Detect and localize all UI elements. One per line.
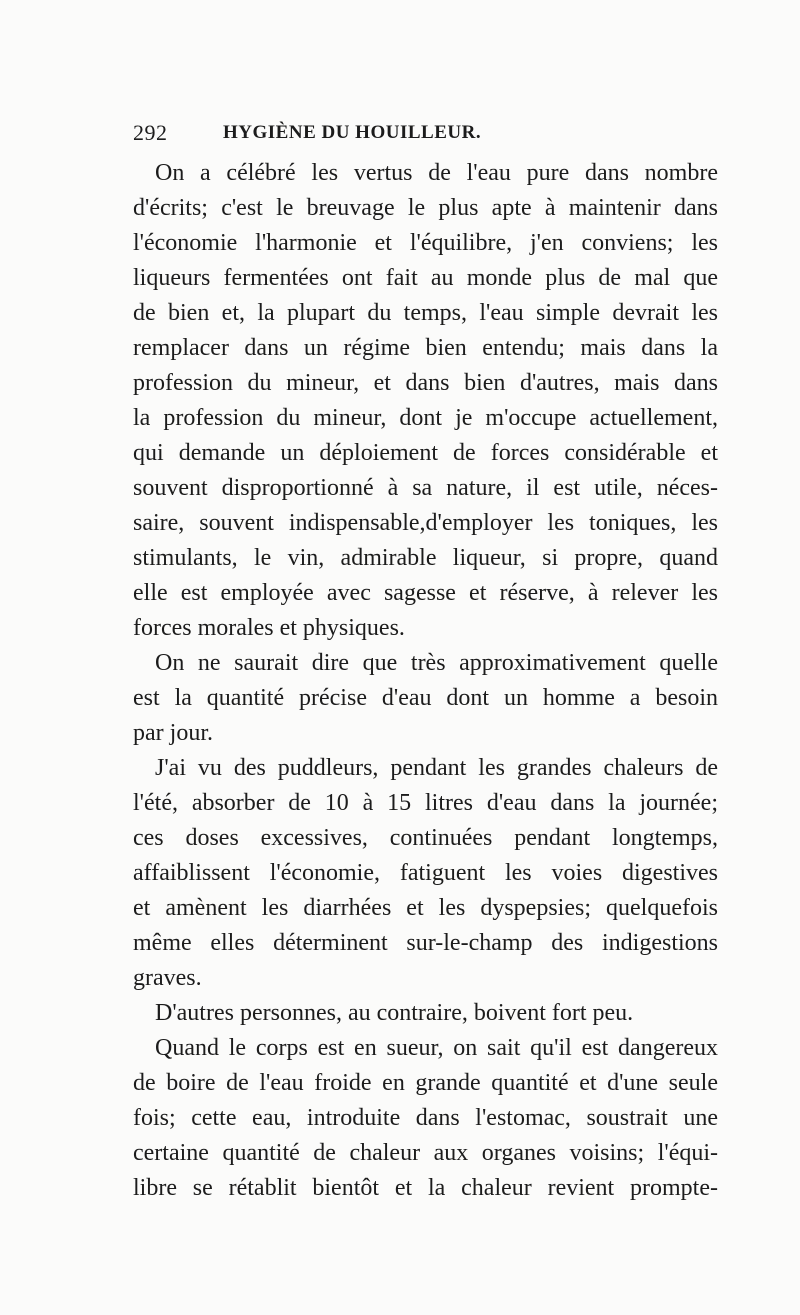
text-line: affaiblissent l'économie, fatiguent les voies digestives	[133, 860, 718, 886]
text-line: l'été, absorber de 10 à 15 litres d'eau dans la journée;	[133, 790, 718, 816]
text-line: et amènent les diarrhées et les dyspepsies; quelquefois	[133, 895, 718, 921]
text-line: est la quantité précise d'eau dont un homme a besoin	[133, 685, 718, 711]
text-line: liqueurs fermentées ont fait au monde plus de mal que	[133, 265, 718, 291]
text-line: remplacer dans un régime bien entendu; mais dans la	[133, 335, 718, 361]
text-line: libre se rétablit bientôt et la chaleur revient prompte-	[133, 1175, 718, 1201]
text-line: stimulants, le vin, admirable liqueur, si propre, quand	[133, 545, 718, 571]
text-line: l'économie l'harmonie et l'équilibre, j'en conviens; les	[133, 230, 718, 256]
text-line: de boire de l'eau froide en grande quantité et d'une seule	[133, 1070, 718, 1096]
text-line: fois; cette eau, introduite dans l'estomac, soustrait une	[133, 1105, 718, 1131]
text-line: Quand le corps est en sueur, on sait qu'il est dangereux	[155, 1035, 718, 1061]
text-line: elle est employée avec sagesse et réserve, à relever les	[133, 580, 718, 606]
text-line: même elles déterminent sur-le-champ des indigestions	[133, 930, 718, 956]
text-line: d'écrits; c'est le breuvage le plus apte à maintenir dans	[133, 195, 718, 221]
page-number: 292	[133, 120, 168, 145]
text-line: forces morales et physiques.	[133, 615, 405, 641]
text-line: D'autres personnes, au contraire, boivent fort peu.	[155, 1000, 634, 1026]
text-line: On a célébré les vertus de l'eau pure dans nombre	[155, 160, 718, 186]
text-line: ces doses excessives, continuées pendant longtemps,	[133, 825, 718, 851]
text-line: J'ai vu des puddleurs, pendant les grandes chaleurs de	[155, 755, 718, 781]
running-head: HYGIÈNE DU HOUILLEUR.	[223, 122, 482, 143]
text-line: de bien et, la plupart du temps, l'eau simple devrait les	[133, 300, 718, 326]
text-line: la profession du mineur, dont je m'occupe actuellement,	[133, 405, 718, 431]
body-text	[133, 156, 718, 1206]
text-line: graves.	[133, 965, 202, 991]
page-header	[133, 120, 718, 150]
text-line: souvent disproportionné à sa nature, il est utile, néces-	[133, 475, 718, 501]
text-line: certaine quantité de chaleur aux organes voisins; l'équi-	[133, 1140, 718, 1166]
text-line: qui demande un déploiement de forces considérable et	[133, 440, 718, 466]
text-line: saire, souvent indispensable,d'employer les toniques, les	[133, 510, 718, 536]
text-line: par jour.	[133, 720, 213, 746]
text-line: profession du mineur, et dans bien d'autres, mais dans	[133, 370, 718, 396]
text-line: On ne saurait dire que très approximativement quelle	[155, 650, 718, 676]
